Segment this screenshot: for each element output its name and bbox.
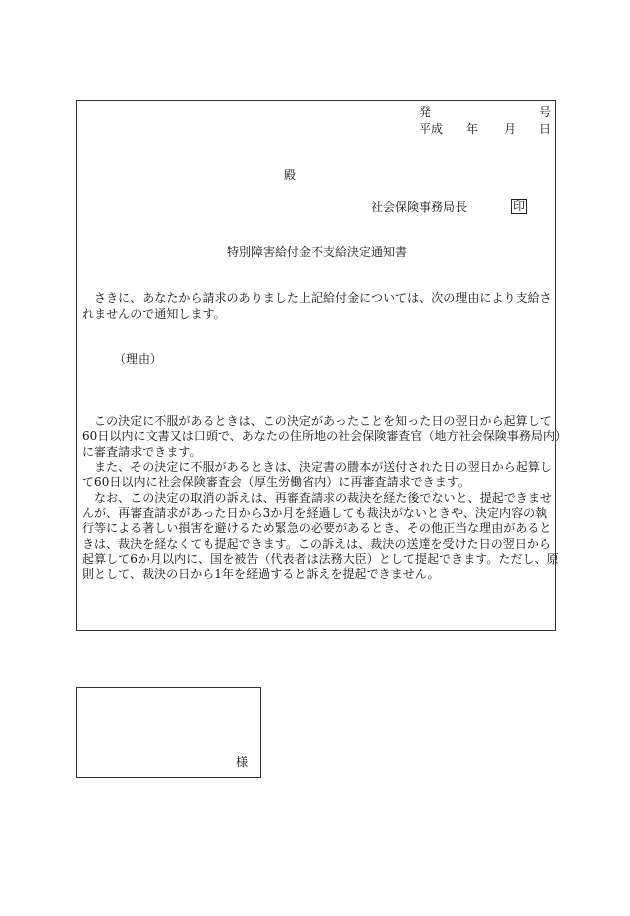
notice-line: 則として、裁決の日から1年を経過すると訴えを提起できません。 — [82, 567, 440, 581]
addressee-suffix: 殿 — [284, 168, 297, 182]
notice-line: に審査請求できます。 — [82, 445, 202, 459]
notice-line: 60日以内に文書又は口頭で、あなたの住所地の社会保険審査官（地方社会保険事務局内） — [82, 429, 568, 443]
notice-line: 行等による著しい損害を避けるため緊急の必要があるとき、その他正当な理由があると — [82, 521, 552, 535]
seal-mark: 印 — [513, 199, 526, 213]
reason-label: （理由） — [114, 352, 163, 366]
intro-line: さきに、あなたから請求のありました上記給付金については、次の理由により支給さ — [82, 291, 552, 305]
month-label: 月 — [504, 122, 517, 136]
day-label: 日 — [539, 122, 552, 136]
intro-line: れませんので通知します。 — [82, 307, 226, 321]
address-box — [76, 687, 261, 778]
notice-line: この決定に不服があるときは、この決定があったことを知った日の翌日から起算して — [82, 414, 552, 428]
sender-title: 社会保険事務局長 — [371, 200, 468, 214]
era-label: 平成 — [419, 122, 444, 136]
notice-line: また、その決定に不服があるときは、決定書の謄本が送付された日の翌日から起算し — [82, 460, 552, 474]
notice-line: きは、裁決を経なくても提起できます。この訴えは、裁決の送達を受けた日の翌日から — [82, 537, 551, 551]
number-label: 号 — [539, 105, 552, 119]
document-title: 特別障害給付金不支給決定通知書 — [227, 245, 408, 259]
issue-label: 発 — [419, 105, 432, 119]
address-suffix: 様 — [236, 755, 249, 769]
notice-line: て60日以内に社会保険審査会（厚生労働省内）に再審査請求できます。 — [82, 475, 470, 489]
notice-line: んが、再審査請求があった日から3か月を経過しても裁決がないときや、決定内容の執 — [82, 506, 548, 520]
notice-line: なお、この決定の取消の訴えは、再審査請求の裁決を経た後でないと、提起できませ — [82, 491, 552, 505]
year-label: 年 — [466, 122, 479, 136]
notice-line: 起算して6か月以内に、国を被告（代表者は法務大臣）として提起できます。ただし、原 — [82, 552, 559, 566]
